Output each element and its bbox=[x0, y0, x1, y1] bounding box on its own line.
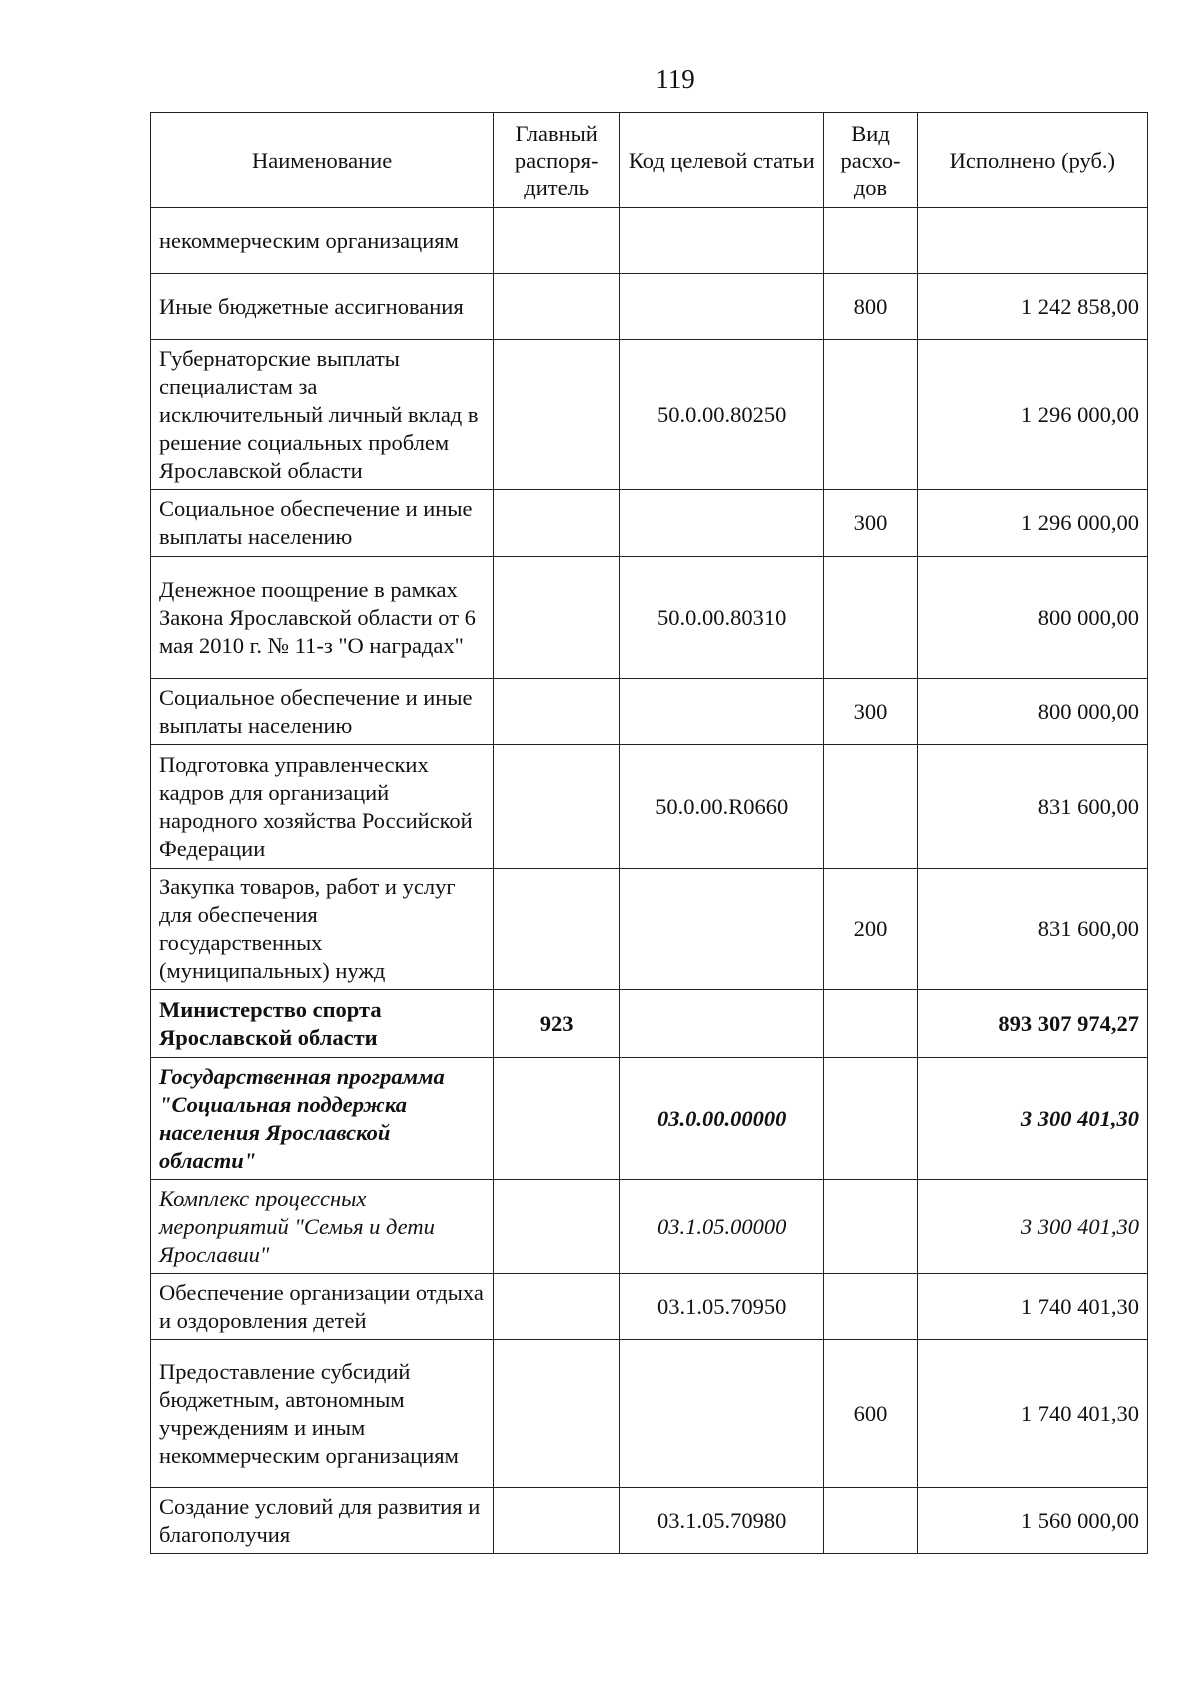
cell-name: Предоставление субсидий бюджетным, автономным учреждениям и иным некоммерческим организациям bbox=[151, 1340, 494, 1488]
cell-name: некоммерческим организациям bbox=[151, 208, 494, 274]
cell-manager bbox=[494, 745, 620, 869]
cell-amount: 1 296 000,00 bbox=[917, 490, 1147, 557]
cell-type: 200 bbox=[824, 869, 917, 990]
cell-amount: 831 600,00 bbox=[917, 869, 1147, 990]
cell-name: Иные бюджетные ассигнования bbox=[151, 274, 494, 340]
cell-manager bbox=[494, 869, 620, 990]
cell-code: 50.0.00.80250 bbox=[620, 340, 824, 490]
table-row bbox=[151, 1058, 1148, 1180]
cell-type: 600 bbox=[824, 1340, 917, 1488]
cell-name: Губернаторские выплаты специалистам за исключительный личный вклад в решение социальных проблем Ярославской области bbox=[151, 340, 494, 490]
cell-type: 300 bbox=[824, 490, 917, 557]
cell-code: 03.1.05.00000 bbox=[620, 1180, 824, 1274]
cell-amount: 1 560 000,00 bbox=[917, 1488, 1147, 1554]
cell-code bbox=[620, 990, 824, 1058]
cell-amount: 1 296 000,00 bbox=[917, 340, 1147, 490]
table-body bbox=[151, 208, 1148, 1554]
header-executed: Исполнено (руб.) bbox=[917, 113, 1147, 208]
cell-manager: 923 bbox=[494, 990, 620, 1058]
cell-code bbox=[620, 679, 824, 745]
cell-code: 50.0.00.R0660 bbox=[620, 745, 824, 869]
cell-type bbox=[824, 1058, 917, 1180]
cell-code: 03.0.00.00000 bbox=[620, 1058, 824, 1180]
cell-manager bbox=[494, 208, 620, 274]
table-row bbox=[151, 990, 1148, 1058]
cell-code bbox=[620, 208, 824, 274]
cell-amount: 800 000,00 bbox=[917, 557, 1147, 679]
cell-type bbox=[824, 557, 917, 679]
header-target-code: Код целевой статьи bbox=[620, 113, 824, 208]
table-row bbox=[151, 869, 1148, 990]
cell-amount: 1 740 401,30 bbox=[917, 1340, 1147, 1488]
header-expense-type: Вид расхо-дов bbox=[824, 113, 917, 208]
cell-name: Денежное поощрение в рамках Закона Ярославской области от 6 мая 2010 г. № 11-з "О наградах" bbox=[151, 557, 494, 679]
cell-code: 03.1.05.70980 bbox=[620, 1488, 824, 1554]
cell-name: Социальное обеспечение и иные выплаты населению bbox=[151, 490, 494, 557]
cell-type bbox=[824, 1274, 917, 1340]
cell-manager bbox=[494, 1340, 620, 1488]
table-row bbox=[151, 1488, 1148, 1554]
cell-manager bbox=[494, 679, 620, 745]
header-name: Наименование bbox=[151, 113, 494, 208]
cell-type bbox=[824, 745, 917, 869]
cell-name: Подготовка управленческих кадров для организаций народного хозяйства Российской Федерации bbox=[151, 745, 494, 869]
table-row bbox=[151, 1180, 1148, 1274]
table-row bbox=[151, 208, 1148, 274]
cell-manager bbox=[494, 1058, 620, 1180]
cell-type bbox=[824, 1180, 917, 1274]
cell-code bbox=[620, 490, 824, 557]
cell-type bbox=[824, 340, 917, 490]
cell-manager bbox=[494, 490, 620, 557]
cell-code: 50.0.00.80310 bbox=[620, 557, 824, 679]
cell-code: 03.1.05.70950 bbox=[620, 1274, 824, 1340]
cell-manager bbox=[494, 340, 620, 490]
cell-type: 800 bbox=[824, 274, 917, 340]
cell-type bbox=[824, 1488, 917, 1554]
cell-amount: 831 600,00 bbox=[917, 745, 1147, 869]
table-row bbox=[151, 1274, 1148, 1340]
cell-amount: 3 300 401,30 bbox=[917, 1058, 1147, 1180]
page-number: 119 bbox=[655, 64, 695, 94]
cell-manager bbox=[494, 1488, 620, 1554]
cell-amount: 1 242 858,00 bbox=[917, 274, 1147, 340]
cell-code bbox=[620, 274, 824, 340]
table-row bbox=[151, 745, 1148, 869]
cell-name: Социальное обеспечение и иные выплаты населению bbox=[151, 679, 494, 745]
cell-name: Комплекс процессных мероприятий "Семья и дети Ярославии" bbox=[151, 1180, 494, 1274]
cell-type: 300 bbox=[824, 679, 917, 745]
cell-manager bbox=[494, 1274, 620, 1340]
cell-manager bbox=[494, 1180, 620, 1274]
budget-table bbox=[150, 112, 1148, 1554]
cell-amount: 800 000,00 bbox=[917, 679, 1147, 745]
header-main-manager: Главный распоря-дитель bbox=[494, 113, 620, 208]
cell-name: Государственная программа "Социальная поддержка населения Ярославской области" bbox=[151, 1058, 494, 1180]
cell-amount: 1 740 401,30 bbox=[917, 1274, 1147, 1340]
cell-name: Министерство спорта Ярославской области bbox=[151, 990, 494, 1058]
cell-code bbox=[620, 869, 824, 990]
cell-manager bbox=[494, 274, 620, 340]
table-header-row bbox=[151, 113, 1148, 208]
cell-amount: 893 307 974,27 bbox=[917, 990, 1147, 1058]
table-row bbox=[151, 557, 1148, 679]
table-row bbox=[151, 340, 1148, 490]
cell-name: Создание условий для развития и благополучия bbox=[151, 1488, 494, 1554]
table-row bbox=[151, 274, 1148, 340]
cell-amount: 3 300 401,30 bbox=[917, 1180, 1147, 1274]
cell-name: Закупка товаров, работ и услуг для обеспечения государственных (муниципальных) нужд bbox=[151, 869, 494, 990]
cell-name: Обеспечение организации отдыха и оздоровления детей bbox=[151, 1274, 494, 1340]
table-row bbox=[151, 679, 1148, 745]
cell-type bbox=[824, 208, 917, 274]
table-row bbox=[151, 490, 1148, 557]
cell-amount bbox=[917, 208, 1147, 274]
table-row bbox=[151, 1340, 1148, 1488]
cell-manager bbox=[494, 557, 620, 679]
cell-type bbox=[824, 990, 917, 1058]
cell-code bbox=[620, 1340, 824, 1488]
